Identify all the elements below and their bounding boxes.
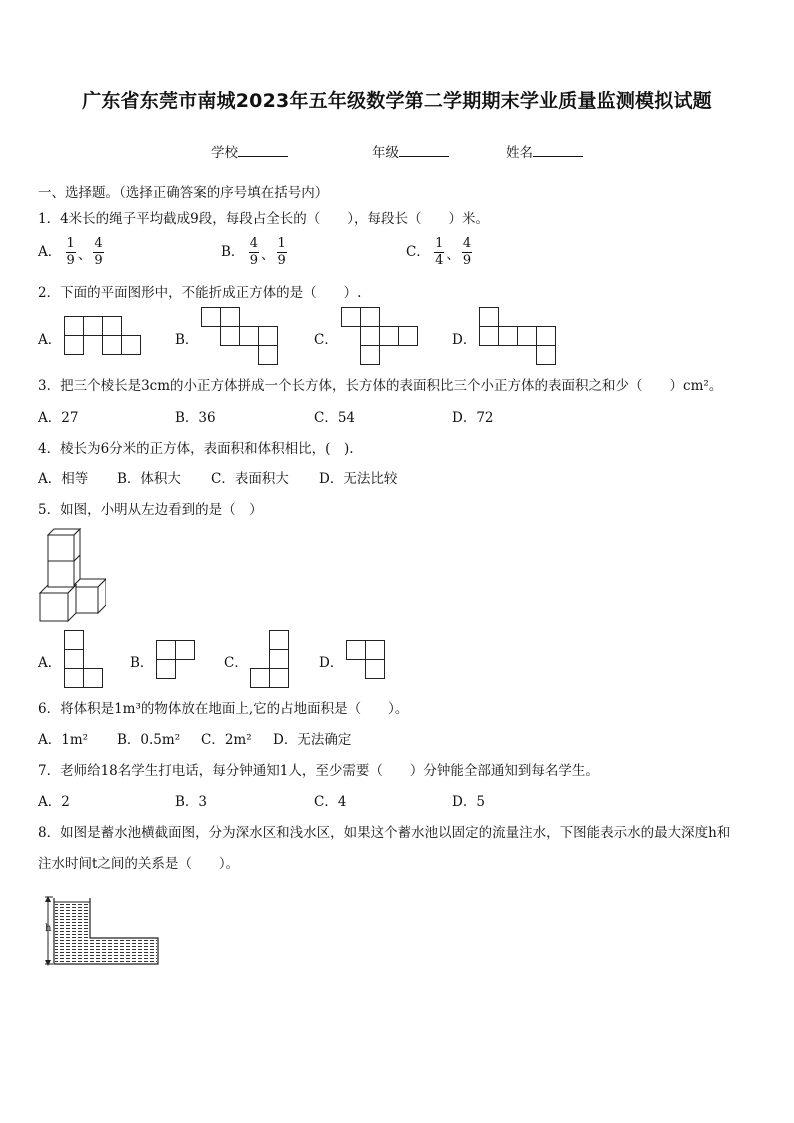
- q6-option-c[interactable]: C．2m²: [201, 732, 252, 748]
- q5-label-c[interactable]: C．: [224, 655, 248, 671]
- question-8-line-1: 8．如图是蓄水池横截面图，分为深水区和浅水区，如果这个蓄水池以固定的流量注水，下图能表示水的最大深度h和: [38, 825, 731, 841]
- q7-option-c[interactable]: C．4: [314, 794, 347, 810]
- q1-option-b[interactable]: B． $\frac{4}{9}$ 、 $\frac{1}{9}$: [221, 236, 286, 268]
- q4-option-d[interactable]: D．无法比较: [319, 471, 398, 487]
- q4-option-b[interactable]: B．体积大: [117, 471, 181, 487]
- q2-label-c[interactable]: C．: [314, 332, 338, 348]
- q3-option-a[interactable]: A．27: [38, 410, 79, 426]
- grade-field[interactable]: [372, 141, 449, 161]
- q5-cube-stack-figure: [38, 527, 106, 623]
- name-field[interactable]: [506, 141, 583, 161]
- question-3: 3．把三个棱长是3cm的小正方体拼成一个长方体，长方体的表面积比三个小正方体的表面积之和少（ ）cm²。: [38, 378, 723, 394]
- q3-option-c[interactable]: C．54: [314, 410, 356, 426]
- name-label: 姓名: [506, 145, 533, 161]
- q1-option-a[interactable]: A． $\frac{1}{9}$ 、 $\frac{4}{9}$: [38, 236, 103, 268]
- q5-label-d[interactable]: D．: [319, 655, 344, 671]
- q8-h-label: h: [45, 923, 52, 934]
- question-7: 7．老师给18名学生打电话，每分钟通知1人，至少需要（ ）分钟能全部通知到每名学生。: [38, 763, 599, 779]
- q1-option-c[interactable]: C． $\frac{1}{4}$ 、 $\frac{4}{9}$: [406, 236, 472, 268]
- q7-option-d[interactable]: D．5: [452, 794, 485, 810]
- q6-option-a[interactable]: A．1m²: [38, 732, 89, 748]
- school-label: 学校: [211, 145, 238, 161]
- q2-label-b[interactable]: B．: [175, 332, 199, 348]
- page-title: 广东省东莞市南城2023年五年级数学第二学期期末学业质量监测模拟试题: [82, 90, 712, 112]
- q6-option-d[interactable]: D．无法确定: [273, 732, 352, 748]
- q8-reservoir-figure: [42, 894, 162, 968]
- q6-option-b[interactable]: B．0.5m²: [117, 732, 181, 748]
- q4-option-c[interactable]: C．表面积大: [211, 471, 289, 487]
- question-5: 5．如图，小明从左边看到的是（ ）: [38, 502, 263, 518]
- q5-label-b[interactable]: B．: [130, 655, 154, 671]
- q2-label-d[interactable]: D．: [452, 332, 477, 348]
- q2-label-a[interactable]: A．: [38, 332, 62, 348]
- q7-option-a[interactable]: A．2: [38, 794, 70, 810]
- question-6: 6．将体积是1m³的物体放在地面上,它的占地面积是（ ）。: [38, 701, 409, 717]
- school-field[interactable]: [211, 141, 288, 161]
- q5-label-a[interactable]: A．: [38, 655, 62, 671]
- question-2: 2．下面的平面图形中，不能折成正方体的是（ ）.: [38, 285, 362, 301]
- question-1: 1．4米长的绳子平均截成9段，每段占全长的（ ），每段长（ ）米。: [38, 211, 490, 227]
- q7-option-b[interactable]: B．3: [175, 794, 208, 810]
- q4-option-a[interactable]: A．相等: [38, 471, 89, 487]
- question-4: 4．棱长为6分米的正方体，表面积和体积相比，( ).: [38, 441, 354, 457]
- q3-option-d[interactable]: D．72: [452, 410, 494, 426]
- q3-option-b[interactable]: B．36: [175, 410, 216, 426]
- section-heading: 一、选择题。（选择正确答案的序号填在括号内）: [38, 185, 329, 201]
- grade-label: 年级: [372, 145, 399, 161]
- question-8-line-2: 注水时间t之间的关系是（ ）。: [38, 856, 240, 872]
